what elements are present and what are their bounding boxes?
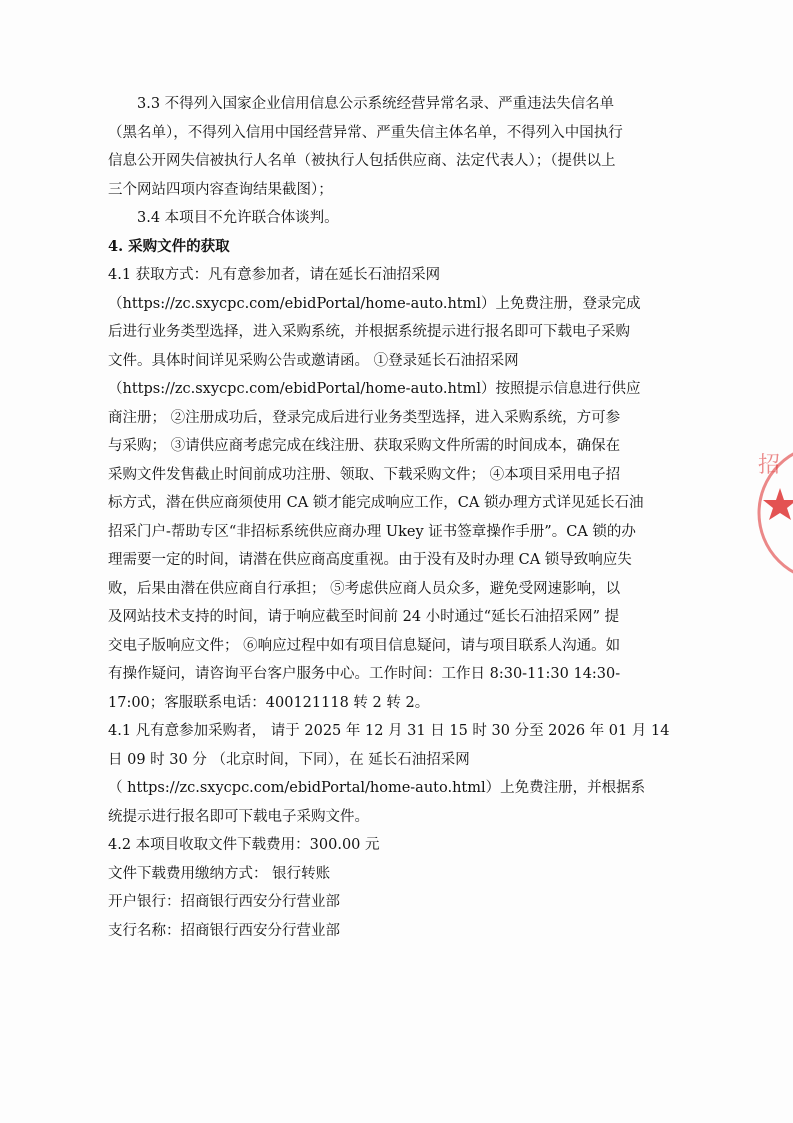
text-line: 3.4 本项目不允许联合体谈判。 bbox=[137, 210, 339, 226]
text-line: 文件下载费用缴纳方式： 银行转账 bbox=[108, 865, 331, 882]
text-line: 采购文件发售截止时间前成功注册、领取、下载采购文件； ④本项目采用电子招 bbox=[108, 466, 621, 483]
text-line: 理需要一定的时间，请潜在供应商高度重视。由于没有及时办理 CA 锁导致响应失 bbox=[108, 552, 632, 568]
text-line: 与采购； ③请供应商考虑完成在线注册、获取采购文件所需的时间成本，确保在 bbox=[108, 438, 621, 454]
text-line: 三个网站四项内容查询结果截图）； bbox=[108, 181, 333, 198]
text-line: 商注册； ②注册成功后，登录完成后进行业务类型选择，进入采购系统，方可参 bbox=[108, 409, 621, 426]
text-line: （黑名单），不得列入信用中国经营异常、严重失信主体名单，不得列入中国执行 bbox=[108, 124, 623, 141]
text-line: 信息公开网失信被执行人名单（被执行人包括供应商、法定代表人）；（提供以上 bbox=[108, 153, 616, 169]
red-seal-stamp bbox=[752, 428, 793, 598]
text-line: 文件。具体时间详见采购公告或邀请函。 ①登录延长石油招采网 bbox=[108, 352, 519, 369]
seal-char: 招 bbox=[758, 453, 781, 478]
text-line: 17:00；客服联系电话：400121118 转 2 转 2。 bbox=[108, 694, 430, 711]
text-line: 后进行业务类型选择，进入采购系统，并根据系统提示进行报名即可下载电子采购 bbox=[108, 324, 630, 340]
text-line: 统提示进行报名即可下载电子采购文件。 bbox=[108, 808, 369, 825]
text-line: 开户银行：招商银行西安分行营业部 bbox=[108, 894, 340, 910]
text-line: 招采门户-帮助专区“非招标系统供应商办理 Ukey 证书签章操作手册”。CA 锁的办 bbox=[108, 523, 636, 540]
text-line: 3.3 不得列入国家企业信用信息公示系统经营异常名录、严重违法失信名单 bbox=[137, 96, 615, 112]
text-line: 4.1 凡有意参加采购者， 请于 2025 年 12 月 31 日 15 时 30 分至 2026 年 01 月 14 bbox=[108, 723, 670, 739]
text-line: 及网站技术支持的时间，请于响应截至时间前 24 小时通过“延长石油招采网” 提 bbox=[108, 609, 620, 625]
text-line: （https://zc.sxycpc.com/ebidPortal/home-auto.html）按照提示信息进行供应 bbox=[108, 381, 641, 397]
text-line: 4.1 获取方式：凡有意参加者，请在延长石油招采网 bbox=[108, 267, 441, 283]
text-line: 日 09 时 30 分 （北京时间，下同），在 延长石油招采网 bbox=[108, 751, 470, 768]
text-line: 标方式，潜在供应商须使用 CA 锁才能完成响应工作，CA 锁办理方式详见延长石油 bbox=[108, 495, 644, 511]
text-line: 支行名称：招商银行西安分行营业部 bbox=[108, 922, 340, 939]
text-line: （ https://zc.sxycpc.com/ebidPortal/home-auto.html）上免费注册，并根据系 bbox=[108, 780, 646, 796]
text-line: 有操作疑问，请咨询平台客户服务中心。工作时间：工作日 8:30-11:30 14:30- bbox=[108, 666, 621, 682]
document-body bbox=[108, 90, 686, 945]
text-line: 败，后果由潜在供应商自行承担； ⑤考虑供应商人员众多，避免受网速影响，以 bbox=[108, 580, 621, 597]
text-line: 4.2 本项目收取文件下载费用：300.00 元 bbox=[108, 837, 380, 853]
text-line: （https://zc.sxycpc.com/ebidPortal/home-auto.html）上免费注册，登录完成 bbox=[108, 295, 641, 312]
section-heading: 4. 采购文件的获取 bbox=[108, 237, 230, 255]
text-line: 交电子版响应文件； ⑥响应过程中如有项目信息疑问，请与项目联系人沟通。如 bbox=[108, 637, 621, 654]
